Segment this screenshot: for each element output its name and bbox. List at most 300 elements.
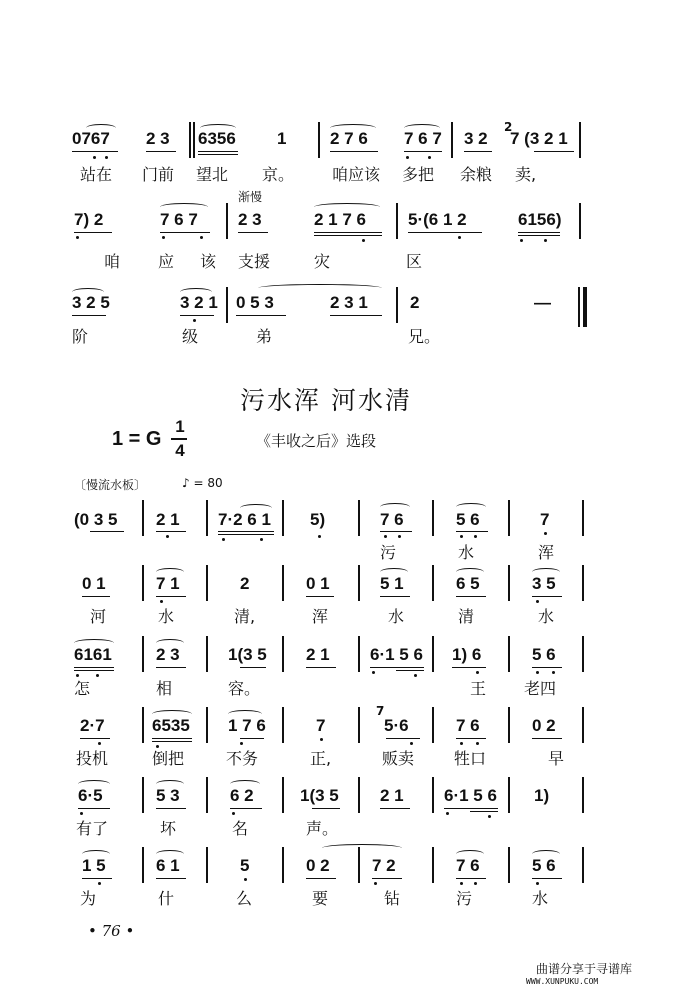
beam	[386, 738, 420, 739]
slur	[404, 124, 440, 132]
slur	[314, 203, 380, 211]
slur	[456, 850, 484, 858]
note-group: 7 6	[456, 856, 480, 875]
octave-dot	[200, 236, 203, 239]
final-barline	[583, 287, 587, 327]
octave-dot	[80, 812, 83, 815]
lyric: 卖,	[515, 165, 537, 184]
lyric: 水	[538, 607, 555, 626]
note-group: 6·1 5 6	[444, 786, 497, 805]
note-group: 7 6 7	[404, 129, 442, 148]
octave-dot	[244, 878, 247, 881]
lyric: 怎	[74, 679, 91, 698]
barline	[206, 565, 208, 601]
barline	[432, 777, 434, 813]
slur	[160, 203, 208, 211]
note-group: 5 1	[380, 574, 404, 593]
slur	[322, 844, 402, 852]
note: 2	[240, 574, 250, 593]
lyric: 钻	[384, 889, 401, 908]
tempo-marking: 〔慢流水板〕	[74, 478, 147, 492]
slur	[330, 124, 376, 132]
beam	[314, 232, 382, 233]
note-group: 5·6	[384, 716, 409, 735]
beam	[218, 531, 274, 532]
octave-dot	[384, 535, 387, 538]
beam	[370, 667, 424, 668]
note: 5	[240, 856, 250, 875]
slur	[78, 780, 110, 788]
note-group: 2 1	[380, 786, 404, 805]
note-group: 2 3	[146, 129, 170, 148]
octave-dot	[536, 882, 539, 885]
note-group: 3 2	[464, 129, 488, 148]
beam	[198, 154, 238, 155]
note-group: 6 5	[456, 574, 480, 593]
lyric: 咱应该	[332, 165, 381, 184]
source-note: 《丰收之后》选段	[256, 432, 377, 450]
barline	[579, 203, 581, 239]
slur	[156, 639, 184, 647]
lyric: 清,	[234, 607, 256, 626]
note-group: 7) 2	[74, 210, 104, 229]
octave-dot	[222, 538, 225, 541]
grace-note: 2	[504, 120, 513, 134]
note-group: 6 2	[230, 786, 254, 805]
beam	[470, 811, 498, 812]
beam	[456, 878, 486, 879]
beam	[74, 667, 114, 668]
slur	[156, 568, 184, 576]
lyric: 投机	[76, 749, 109, 768]
beam	[82, 596, 110, 597]
note: 2	[410, 293, 420, 312]
grace-note: 7	[376, 704, 385, 718]
octave-dot	[362, 239, 365, 242]
barline	[318, 122, 320, 158]
beam	[80, 738, 110, 739]
note-group: 2 1 7 6	[314, 210, 366, 229]
octave-dot	[488, 815, 491, 818]
barline	[582, 636, 584, 672]
lyric: 望北	[196, 165, 229, 184]
time-signature-top: 1	[175, 417, 185, 436]
lyric: 咱	[104, 252, 121, 271]
slur	[74, 639, 114, 647]
slur	[200, 124, 236, 132]
beam	[314, 235, 382, 236]
note-group: 0 5 3	[236, 293, 274, 312]
octave-dot	[520, 239, 523, 242]
octave-dot	[232, 812, 235, 815]
lyric: 老四	[524, 679, 557, 698]
beam	[160, 232, 210, 233]
octave-dot	[98, 742, 101, 745]
note-group: 3 2 1	[180, 293, 218, 312]
octave-dot	[536, 671, 539, 674]
lyric: 要	[312, 889, 329, 908]
beam	[532, 878, 562, 879]
lyric: 灾	[314, 252, 331, 271]
lyric: 水	[388, 607, 405, 626]
beam	[330, 315, 382, 316]
note-group: 5 6	[456, 510, 480, 529]
beam	[74, 232, 112, 233]
barline	[206, 847, 208, 883]
slur	[228, 710, 262, 718]
lyric: 名	[232, 819, 249, 838]
lyric: 该	[200, 252, 217, 271]
lyric: 多把	[402, 165, 435, 184]
barline	[508, 707, 510, 743]
slur	[258, 284, 382, 292]
barline	[142, 636, 144, 672]
beam	[444, 808, 498, 809]
beam	[380, 596, 410, 597]
barline	[226, 287, 228, 323]
octave-dot	[193, 319, 196, 322]
barline	[206, 500, 208, 536]
lyric: 为	[80, 889, 97, 908]
lyric: 什	[158, 889, 175, 908]
beam	[72, 315, 106, 316]
note-group: 1(3 5	[300, 786, 339, 805]
barline	[142, 500, 144, 536]
barline	[451, 122, 453, 158]
octave-dot	[458, 236, 461, 239]
barline	[508, 500, 510, 536]
note-group: 7 6	[380, 510, 404, 529]
barline	[206, 777, 208, 813]
slur	[86, 124, 116, 132]
lyric: 容。	[228, 679, 261, 698]
barline	[142, 777, 144, 813]
note-group: 1) 6	[452, 645, 482, 664]
octave-dot	[76, 236, 79, 239]
slur	[380, 503, 410, 511]
note-group: 6·5	[78, 786, 103, 805]
barline	[206, 636, 208, 672]
slur	[230, 780, 260, 788]
note-group: 0 2	[306, 856, 330, 875]
beam	[372, 878, 402, 879]
barline	[226, 203, 228, 239]
note: 1	[277, 129, 287, 148]
barline	[282, 565, 284, 601]
beam	[456, 531, 488, 532]
beam	[72, 151, 118, 152]
note-group: 2 7 6	[330, 129, 368, 148]
octave-dot	[428, 156, 431, 159]
slur	[180, 288, 212, 296]
octave-dot	[162, 236, 165, 239]
beam	[464, 151, 492, 152]
octave-dot	[98, 882, 101, 885]
barline	[282, 500, 284, 536]
barline	[206, 707, 208, 743]
octave-dot	[536, 600, 539, 603]
lyric: 站在	[80, 165, 113, 184]
beam	[156, 596, 186, 597]
lyric: 么	[236, 889, 253, 908]
beam	[330, 151, 378, 152]
dynamic-marking: 渐慢	[238, 190, 263, 204]
slur	[156, 850, 184, 858]
octave-dot	[414, 674, 417, 677]
time-signature-line	[171, 438, 187, 440]
beam	[74, 670, 114, 671]
note-group: 3 5	[532, 574, 556, 593]
lyric: 有了	[76, 819, 109, 838]
note-group: 2 1	[156, 510, 180, 529]
octave-dot	[476, 671, 479, 674]
beam	[230, 808, 262, 809]
lyric: 兄。	[408, 327, 441, 346]
beam	[518, 232, 560, 233]
lyric: 污	[380, 543, 397, 562]
barline	[358, 847, 360, 883]
octave-dot	[544, 532, 547, 535]
barline	[358, 500, 360, 536]
barline	[432, 707, 434, 743]
beam	[90, 531, 124, 532]
slur	[240, 504, 272, 512]
beam	[152, 738, 192, 739]
note-group: 7·2 6 1	[218, 510, 271, 529]
tempo-value: ♪ = 80	[182, 476, 223, 490]
beam	[156, 531, 186, 532]
octave-dot	[460, 742, 463, 745]
barline	[282, 847, 284, 883]
beam	[146, 151, 176, 152]
note-group: (0 3 5	[74, 510, 118, 529]
page-number: • 76 •	[88, 922, 135, 940]
octave-dot	[96, 674, 99, 677]
lyric: 王	[470, 679, 487, 698]
lyric: 水	[532, 889, 549, 908]
slur	[152, 710, 192, 718]
octave-dot	[240, 742, 243, 745]
octave-dot	[320, 738, 323, 741]
slur	[456, 503, 486, 511]
note-group: 6·1 5 6	[370, 645, 423, 664]
beam	[306, 667, 336, 668]
barline	[579, 122, 581, 158]
barline	[142, 707, 144, 743]
octave-dot	[460, 882, 463, 885]
note-group: 2 3	[238, 210, 262, 229]
barline	[582, 777, 584, 813]
octave-dot	[474, 882, 477, 885]
barline	[396, 203, 398, 239]
barline	[142, 847, 144, 883]
beam	[156, 878, 186, 879]
note-group: 5·(6 1 2	[408, 210, 467, 229]
octave-dot	[406, 156, 409, 159]
note-group: 7 2	[372, 856, 396, 875]
beam	[404, 151, 442, 152]
octave-dot	[544, 239, 547, 242]
note-group: 3 2 5	[72, 293, 110, 312]
note-group: 5 6	[532, 856, 556, 875]
barline	[142, 565, 144, 601]
lyric: 余粮	[460, 165, 493, 184]
octave-dot	[476, 742, 479, 745]
barline	[432, 636, 434, 672]
octave-dot	[410, 742, 413, 745]
octave-dot	[160, 600, 163, 603]
beam	[306, 878, 336, 879]
octave-dot	[446, 812, 449, 815]
lyric: 坏	[160, 819, 177, 838]
note-group: 2 1	[306, 645, 330, 664]
octave-dot	[474, 535, 477, 538]
note-group: 2 3	[156, 645, 180, 664]
note-group: 6356	[198, 129, 236, 148]
barline	[189, 122, 191, 158]
extension-dash: —	[534, 293, 551, 312]
note-group: 7 (3 2 1	[510, 129, 568, 148]
beam	[156, 667, 186, 668]
watermark-text: 曲谱分享于寻谱库	[536, 962, 633, 976]
song-title: 污水浑 河水清	[240, 386, 412, 415]
lyric: 牲口	[454, 749, 487, 768]
beam	[534, 151, 574, 152]
note: 5)	[310, 510, 326, 529]
beam	[306, 596, 334, 597]
beam	[396, 670, 424, 671]
note-group: 6161	[74, 645, 112, 664]
octave-dot	[552, 671, 555, 674]
note-group: 6156)	[518, 210, 562, 229]
note-group: 7 6 7	[160, 210, 198, 229]
barline	[508, 565, 510, 601]
beam	[452, 667, 486, 668]
beam	[236, 315, 286, 316]
note-group: 6 1	[156, 856, 180, 875]
barline	[508, 636, 510, 672]
time-signature-bottom: 4	[175, 441, 185, 460]
lyric: 阶	[72, 327, 89, 346]
lyric: 早	[548, 749, 565, 768]
beam	[408, 232, 482, 233]
lyric: 级	[182, 327, 199, 346]
lyric: 贩卖	[382, 749, 415, 768]
octave-dot	[398, 535, 401, 538]
beam	[156, 808, 186, 809]
beam	[152, 741, 192, 742]
lyric: 水	[158, 607, 175, 626]
note-group: 1)	[534, 786, 550, 805]
octave-dot	[460, 535, 463, 538]
barline	[432, 847, 434, 883]
note: 7	[316, 716, 326, 735]
note-group: 2·7	[80, 716, 105, 735]
beam	[312, 808, 340, 809]
lyric: 浑	[312, 607, 329, 626]
barline	[358, 707, 360, 743]
barline	[282, 636, 284, 672]
barline	[358, 636, 360, 672]
barline	[282, 707, 284, 743]
lyric: 应	[158, 252, 175, 271]
beam	[532, 667, 562, 668]
slur	[532, 568, 560, 576]
lyric: 支援	[238, 252, 271, 271]
slur	[82, 850, 110, 858]
barline	[282, 777, 284, 813]
beam	[78, 808, 110, 809]
beam	[456, 738, 486, 739]
beam	[518, 235, 560, 236]
barline	[193, 122, 195, 158]
octave-dot	[372, 671, 375, 674]
note-group: 5 3	[156, 786, 180, 805]
note-group: 2 3 1	[330, 293, 368, 312]
beam	[380, 808, 410, 809]
note-group: 6535	[152, 716, 190, 735]
note-group: 5 6	[532, 645, 556, 664]
slur	[72, 288, 104, 296]
beam	[380, 531, 412, 532]
note-group: 0 1	[82, 574, 106, 593]
barline	[396, 287, 398, 323]
lyric: 弟	[256, 327, 273, 346]
lyric: 京。	[262, 165, 295, 184]
lyric: 不务	[226, 749, 259, 768]
note-group: 7 6	[456, 716, 480, 735]
beam	[218, 534, 274, 535]
barline	[432, 565, 434, 601]
barline	[508, 847, 510, 883]
lyric: 清	[458, 607, 475, 626]
beam	[238, 232, 268, 233]
lyric: 倒把	[152, 749, 185, 768]
barline	[578, 287, 580, 327]
barline	[582, 847, 584, 883]
barline	[358, 565, 360, 601]
beam	[532, 738, 562, 739]
beam	[456, 596, 486, 597]
octave-dot	[318, 535, 321, 538]
lyric: 声。	[306, 819, 339, 838]
octave-dot	[260, 538, 263, 541]
lyric: 浑	[538, 543, 555, 562]
octave-dot	[93, 156, 96, 159]
note-group: 7 1	[156, 574, 180, 593]
slur	[456, 568, 484, 576]
lyric: 水	[458, 543, 475, 562]
lyric: 污	[456, 889, 473, 908]
note-group: 1 5	[82, 856, 106, 875]
octave-dot	[166, 535, 169, 538]
lyric: 门前	[142, 165, 175, 184]
octave-dot	[374, 882, 377, 885]
barline	[432, 500, 434, 536]
barline	[358, 777, 360, 813]
lyric: 区	[406, 252, 423, 271]
barline	[582, 565, 584, 601]
beam	[198, 151, 238, 152]
slur	[532, 850, 560, 858]
beam	[180, 315, 214, 316]
note-group: 0 1	[306, 574, 330, 593]
octave-dot	[105, 156, 108, 159]
barline	[582, 500, 584, 536]
note: 7	[540, 510, 550, 529]
beam	[82, 878, 112, 879]
note-group: 1 7 6	[228, 716, 266, 735]
